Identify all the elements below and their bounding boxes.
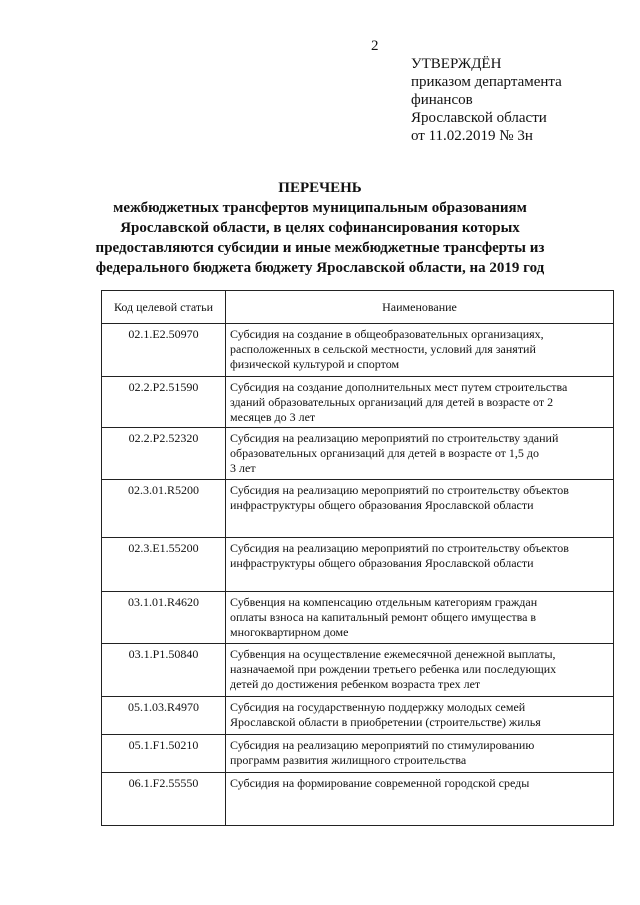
row-code: 05.1.03.R4970 xyxy=(102,697,226,735)
row-name xyxy=(226,538,614,592)
row-name-line xyxy=(230,791,609,806)
row-name-line: оплаты взноса на капитальный ремонт общего имущества в xyxy=(230,610,537,624)
title-line: федерального бюджета бюджету Ярославской области, на 2019 год xyxy=(95,260,545,276)
row-name xyxy=(226,773,614,826)
row-name-line: детей до достижения ребенком возраста трех лет xyxy=(230,677,481,691)
row-code: 03.1.P1.50840 xyxy=(102,644,226,697)
transfers-table xyxy=(101,290,614,826)
table-row xyxy=(102,773,614,826)
approval-line: приказом департамента xyxy=(411,74,562,90)
row-name-line: Субсидия на реализацию мероприятий по строительству зданий xyxy=(230,431,559,445)
row-name-line: Субсидия на создание в общеобразовательных организациях, xyxy=(230,327,544,341)
table-row xyxy=(102,377,614,428)
row-code: 02.2.P2.51590 xyxy=(102,377,226,428)
row-code: 02.3.E1.55200 xyxy=(102,538,226,592)
row-name-line: инфраструктуры общего образования Ярославской области xyxy=(230,498,534,512)
row-name-line: Ярославской области в приобретении (строительстве) жилья xyxy=(230,715,541,729)
page-number: 2 xyxy=(371,38,379,54)
row-name-line: программ развития жилищного строительства xyxy=(230,753,467,767)
title-heading: ПЕРЕЧЕНЬ xyxy=(278,180,362,196)
table-row xyxy=(102,644,614,697)
table-row xyxy=(102,735,614,773)
approval-line: Ярославской области xyxy=(411,110,547,126)
row-code: 02.1.E2.50970 xyxy=(102,324,226,377)
title-line: Ярославской области, в целях софинансирования которых xyxy=(120,220,520,236)
row-code: 06.1.F2.55550 xyxy=(102,773,226,826)
row-name xyxy=(226,592,614,644)
row-name-line: назначаемой при рождении третьего ребенка или последующих xyxy=(230,662,557,676)
row-name-line: Субсидия на создание дополнительных мест путем строительства xyxy=(230,380,568,394)
document-title xyxy=(0,178,640,278)
row-name-line: Субсидия на реализацию мероприятий по строительству объектов xyxy=(230,483,569,497)
row-name xyxy=(226,428,614,480)
table-body xyxy=(102,324,614,826)
row-name-line: Субсидия на формирование современной городской среды xyxy=(230,776,530,790)
row-name-line: образовательных организаций для детей в возрасте от 1,5 до xyxy=(230,446,540,460)
table-row xyxy=(102,538,614,592)
row-name-line xyxy=(230,571,609,586)
row-name-line: Субвенция на осуществление ежемесячной денежной выплаты, xyxy=(230,647,556,661)
row-name-line: физической культурой и спортом xyxy=(230,357,400,371)
table-row xyxy=(102,428,614,480)
table-header-row xyxy=(102,291,614,324)
table-row xyxy=(102,480,614,538)
row-code: 02.3.01.R5200 xyxy=(102,480,226,538)
row-code: 05.1.F1.50210 xyxy=(102,735,226,773)
row-name-line: Субвенция на компенсацию отдельным категориям граждан xyxy=(230,595,538,609)
header-name: Наименование xyxy=(226,291,614,324)
row-name-line xyxy=(230,806,609,821)
title-line: предоставляются субсидии и иные межбюджетные трансферты из xyxy=(95,240,545,256)
table-row xyxy=(102,324,614,377)
row-name-line: месяцев до 3 лет xyxy=(230,410,316,424)
row-name-line: инфраструктуры общего образования Ярославской области xyxy=(230,556,534,570)
row-code: 02.2.P2.52320 xyxy=(102,428,226,480)
row-name-line: расположенных в сельской местности, условий для занятий xyxy=(230,342,536,356)
row-name-line: многоквартирном доме xyxy=(230,625,349,639)
row-name-line: зданий образовательных организаций для детей в возрасте от 2 xyxy=(230,395,554,409)
row-name-line: 3 лет xyxy=(230,461,256,475)
approval-line: финансов xyxy=(411,92,473,108)
row-name-line: Субсидия на государственную поддержку молодых семей xyxy=(230,700,526,714)
table-row xyxy=(102,697,614,735)
header-code: Код целевой статьи xyxy=(102,291,226,324)
title-line: межбюджетных трансфертов муниципальным образованиям xyxy=(113,200,527,216)
approval-line: от 11.02.2019 № 3н xyxy=(411,128,533,144)
row-name xyxy=(226,697,614,735)
row-name-line xyxy=(230,513,609,528)
row-name xyxy=(226,324,614,377)
approval-stamp xyxy=(411,55,621,145)
row-name xyxy=(226,735,614,773)
row-name-line: Субсидия на реализацию мероприятий по строительству объектов xyxy=(230,541,569,555)
row-code: 03.1.01.R4620 xyxy=(102,592,226,644)
row-name xyxy=(226,480,614,538)
row-name-line: Субсидия на реализацию мероприятий по стимулированию xyxy=(230,738,535,752)
table-row xyxy=(102,592,614,644)
approval-line: УТВЕРЖДЁН xyxy=(411,56,502,72)
row-name xyxy=(226,644,614,697)
row-name xyxy=(226,377,614,428)
